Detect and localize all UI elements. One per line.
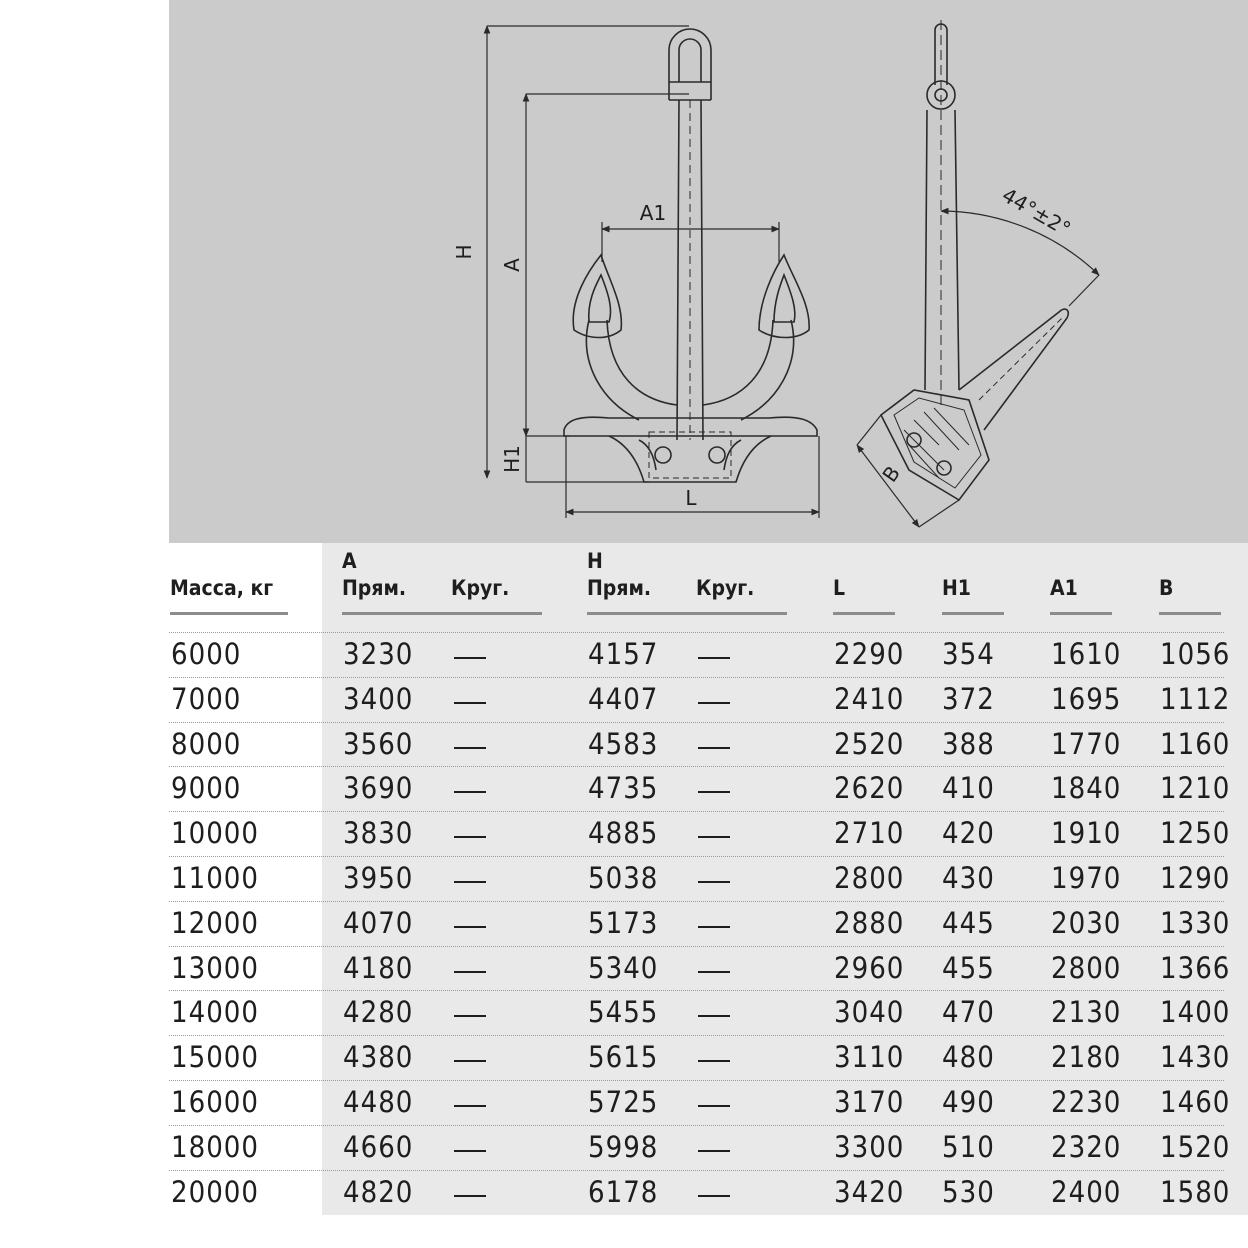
cell-h-round bbox=[698, 836, 730, 838]
table-row bbox=[169, 632, 1248, 676]
header-h1: Н1 bbox=[942, 576, 971, 600]
header-h-straight: Прям. bbox=[587, 576, 652, 600]
cell-a-round bbox=[454, 926, 486, 928]
row-separator bbox=[169, 722, 1224, 723]
cell-mass: 6000 bbox=[171, 637, 242, 671]
dim-label-a: A bbox=[500, 258, 524, 272]
cell-a1: 1910 bbox=[1051, 816, 1122, 851]
header-underline-l bbox=[833, 612, 895, 615]
cell-mass: 11000 bbox=[171, 861, 259, 895]
cell-h-round bbox=[698, 1015, 730, 1017]
anchor-drawing-svg bbox=[169, 0, 1248, 543]
cell-a1: 2030 bbox=[1051, 905, 1122, 940]
cell-h1: 420 bbox=[942, 816, 995, 851]
row-separator bbox=[169, 811, 1224, 812]
row-separator bbox=[169, 677, 1224, 678]
cell-a-straight: 3830 bbox=[343, 816, 414, 851]
cell-mass: 16000 bbox=[171, 1085, 259, 1119]
cell-b: 1580 bbox=[1160, 1174, 1231, 1209]
cell-h1: 430 bbox=[942, 861, 995, 895]
cell-a-round bbox=[454, 1015, 486, 1017]
cell-h-round bbox=[698, 702, 730, 704]
cell-h-round bbox=[698, 1195, 730, 1197]
dim-label-b: B bbox=[877, 461, 906, 487]
cell-h-straight: 5455 bbox=[588, 995, 659, 1030]
row-separator bbox=[169, 990, 1224, 991]
cell-mass: 14000 bbox=[171, 995, 259, 1030]
cell-mass: 9000 bbox=[171, 771, 242, 806]
cell-h-straight: 5615 bbox=[588, 1040, 659, 1075]
cell-a-round bbox=[454, 881, 486, 883]
cell-h-straight: 5998 bbox=[588, 1129, 659, 1164]
cell-h-round bbox=[698, 791, 730, 793]
cell-a-round bbox=[454, 657, 486, 659]
cell-h-straight: 5038 bbox=[588, 861, 659, 895]
cell-a1: 2130 bbox=[1051, 995, 1122, 1030]
cell-a-straight: 4660 bbox=[343, 1129, 414, 1164]
header-h-round: Круг. bbox=[696, 576, 755, 600]
header-underline-a bbox=[342, 612, 542, 615]
cell-h-round bbox=[698, 657, 730, 659]
table-row bbox=[169, 811, 1248, 855]
cell-l: 3300 bbox=[834, 1129, 905, 1164]
table-row bbox=[169, 722, 1248, 766]
cell-b: 1160 bbox=[1160, 726, 1231, 761]
cell-a-round bbox=[454, 836, 486, 838]
cell-l: 2800 bbox=[834, 861, 905, 895]
cell-h1: 372 bbox=[942, 681, 995, 716]
cell-h-round bbox=[698, 747, 730, 749]
cell-l: 2960 bbox=[834, 950, 905, 985]
cell-a-straight: 4820 bbox=[343, 1174, 414, 1209]
table-row bbox=[169, 1080, 1248, 1124]
dim-label-h1: H1 bbox=[500, 445, 524, 473]
cell-l: 3110 bbox=[834, 1040, 905, 1075]
cell-h-straight: 4735 bbox=[588, 771, 659, 806]
table-row bbox=[169, 1125, 1248, 1169]
table-row bbox=[169, 1170, 1248, 1214]
table-row bbox=[169, 990, 1248, 1034]
cell-h-round bbox=[698, 926, 730, 928]
cell-a1: 1970 bbox=[1051, 861, 1122, 895]
cell-h-straight: 6178 bbox=[588, 1174, 659, 1209]
cell-a-round bbox=[454, 1060, 486, 1062]
cell-h-straight: 5340 bbox=[588, 950, 659, 985]
dim-label-l: L bbox=[685, 486, 697, 510]
cell-h-straight: 4407 bbox=[588, 681, 659, 716]
cell-l: 3040 bbox=[834, 995, 905, 1030]
cell-a-straight: 3690 bbox=[343, 771, 414, 806]
cell-mass: 10000 bbox=[171, 816, 259, 851]
cell-b: 1290 bbox=[1160, 861, 1231, 895]
cell-l: 2880 bbox=[834, 905, 905, 940]
cell-b: 1460 bbox=[1160, 1085, 1231, 1119]
row-separator bbox=[169, 901, 1224, 902]
anchor-drawing bbox=[169, 0, 1248, 543]
cell-a1: 1770 bbox=[1051, 726, 1122, 761]
cell-a1: 2320 bbox=[1051, 1129, 1122, 1164]
cell-h1: 455 bbox=[942, 950, 995, 985]
header-mass: Масса, кг bbox=[170, 576, 274, 600]
cell-l: 2520 bbox=[834, 726, 905, 761]
cell-a1: 1840 bbox=[1051, 771, 1122, 806]
cell-h-round bbox=[698, 1150, 730, 1152]
cell-h1: 445 bbox=[942, 905, 995, 940]
row-separator bbox=[169, 766, 1224, 767]
cell-h1: 354 bbox=[942, 637, 995, 671]
cell-b: 1210 bbox=[1160, 771, 1231, 806]
dimension-lines bbox=[487, 26, 819, 518]
cell-h-straight: 4885 bbox=[588, 816, 659, 851]
table-row bbox=[169, 856, 1248, 900]
cell-h-round bbox=[698, 881, 730, 883]
cell-l: 2410 bbox=[834, 681, 905, 716]
row-separator bbox=[169, 1035, 1224, 1036]
cell-b: 1112 bbox=[1160, 681, 1231, 716]
cell-l: 3420 bbox=[834, 1174, 905, 1209]
row-separator bbox=[169, 856, 1224, 857]
cell-h1: 470 bbox=[942, 995, 995, 1030]
cell-mass: 13000 bbox=[171, 950, 259, 985]
cell-mass: 7000 bbox=[171, 681, 242, 716]
dim-label-a1: A1 bbox=[639, 201, 667, 225]
table-row bbox=[169, 946, 1248, 990]
cell-a1: 2230 bbox=[1051, 1085, 1122, 1119]
cell-h-straight: 5173 bbox=[588, 905, 659, 940]
table-row bbox=[169, 677, 1248, 721]
cell-b: 1430 bbox=[1160, 1040, 1231, 1075]
cell-a-round bbox=[454, 791, 486, 793]
header-underline-h bbox=[587, 612, 787, 615]
row-separator bbox=[169, 1080, 1224, 1081]
cell-a-straight: 4180 bbox=[343, 950, 414, 985]
cell-a1: 2400 bbox=[1051, 1174, 1122, 1209]
header-underline-a1 bbox=[1050, 612, 1112, 615]
anchor-side-view bbox=[881, 20, 1068, 500]
cell-a1: 1610 bbox=[1051, 637, 1122, 671]
cell-h-round bbox=[698, 1105, 730, 1107]
row-separator bbox=[169, 1170, 1224, 1171]
cell-h1: 388 bbox=[942, 726, 995, 761]
header-a-group: А bbox=[342, 549, 357, 573]
header-underline-h1 bbox=[942, 612, 1004, 615]
cell-h-round bbox=[698, 1060, 730, 1062]
header-a-round: Круг. bbox=[451, 576, 510, 600]
cell-l: 2620 bbox=[834, 771, 905, 806]
header-h-group: Н bbox=[587, 549, 603, 573]
cell-a1: 1695 bbox=[1051, 681, 1122, 716]
cell-h1: 480 bbox=[942, 1040, 995, 1075]
cell-mass: 15000 bbox=[171, 1040, 259, 1075]
header-underline-mass bbox=[170, 612, 288, 615]
cell-b: 1250 bbox=[1160, 816, 1231, 851]
header-b: В bbox=[1159, 576, 1174, 600]
cell-a1: 2180 bbox=[1051, 1040, 1122, 1075]
header-underline-b bbox=[1159, 612, 1221, 615]
table-row bbox=[169, 901, 1248, 945]
cell-h1: 490 bbox=[942, 1085, 995, 1119]
cell-a-round bbox=[454, 1150, 486, 1152]
cell-b: 1366 bbox=[1160, 950, 1231, 985]
cell-a1: 2800 bbox=[1051, 950, 1122, 985]
cell-b: 1330 bbox=[1160, 905, 1231, 940]
cell-a-straight: 4480 bbox=[343, 1085, 414, 1119]
cell-l: 2290 bbox=[834, 637, 905, 671]
table-row bbox=[169, 766, 1248, 810]
cell-h-round bbox=[698, 971, 730, 973]
cell-l: 2710 bbox=[834, 816, 905, 851]
header-a1: А1 bbox=[1050, 576, 1078, 600]
cell-a-round bbox=[454, 971, 486, 973]
header-l: L bbox=[833, 576, 846, 600]
cell-a-round bbox=[454, 747, 486, 749]
cell-a-straight: 4070 bbox=[343, 905, 414, 940]
cell-mass: 12000 bbox=[171, 905, 259, 940]
angle-label: 44°±2° bbox=[998, 182, 1075, 242]
cell-h1: 510 bbox=[942, 1129, 995, 1164]
row-separator bbox=[169, 946, 1224, 947]
cell-a-straight: 3950 bbox=[343, 861, 414, 895]
cell-a-round bbox=[454, 1105, 486, 1107]
cell-a-round bbox=[454, 1195, 486, 1197]
row-separator bbox=[169, 1125, 1224, 1126]
table-row bbox=[169, 1035, 1248, 1079]
anchor-dimensions-table bbox=[169, 543, 1248, 1218]
cell-b: 1400 bbox=[1160, 995, 1231, 1030]
cell-mass: 8000 bbox=[171, 726, 242, 761]
row-separator bbox=[169, 632, 1224, 633]
cell-h-straight: 4583 bbox=[588, 726, 659, 761]
cell-a-straight: 3400 bbox=[343, 681, 414, 716]
cell-h1: 410 bbox=[942, 771, 995, 806]
cell-mass: 18000 bbox=[171, 1129, 259, 1164]
cell-mass: 20000 bbox=[171, 1174, 259, 1209]
cell-b: 1520 bbox=[1160, 1129, 1231, 1164]
cell-a-round bbox=[454, 702, 486, 704]
cell-h-straight: 4157 bbox=[588, 637, 659, 671]
cell-a-straight: 4280 bbox=[343, 995, 414, 1030]
cell-a-straight: 3560 bbox=[343, 726, 414, 761]
cell-l: 3170 bbox=[834, 1085, 905, 1119]
header-a-straight: Прям. bbox=[342, 576, 407, 600]
cell-a-straight: 3230 bbox=[343, 637, 414, 671]
cell-h-straight: 5725 bbox=[588, 1085, 659, 1119]
cell-h1: 530 bbox=[942, 1174, 995, 1209]
cell-a-straight: 4380 bbox=[343, 1040, 414, 1075]
cell-b: 1056 bbox=[1160, 637, 1231, 671]
dim-label-h: H bbox=[452, 244, 476, 260]
